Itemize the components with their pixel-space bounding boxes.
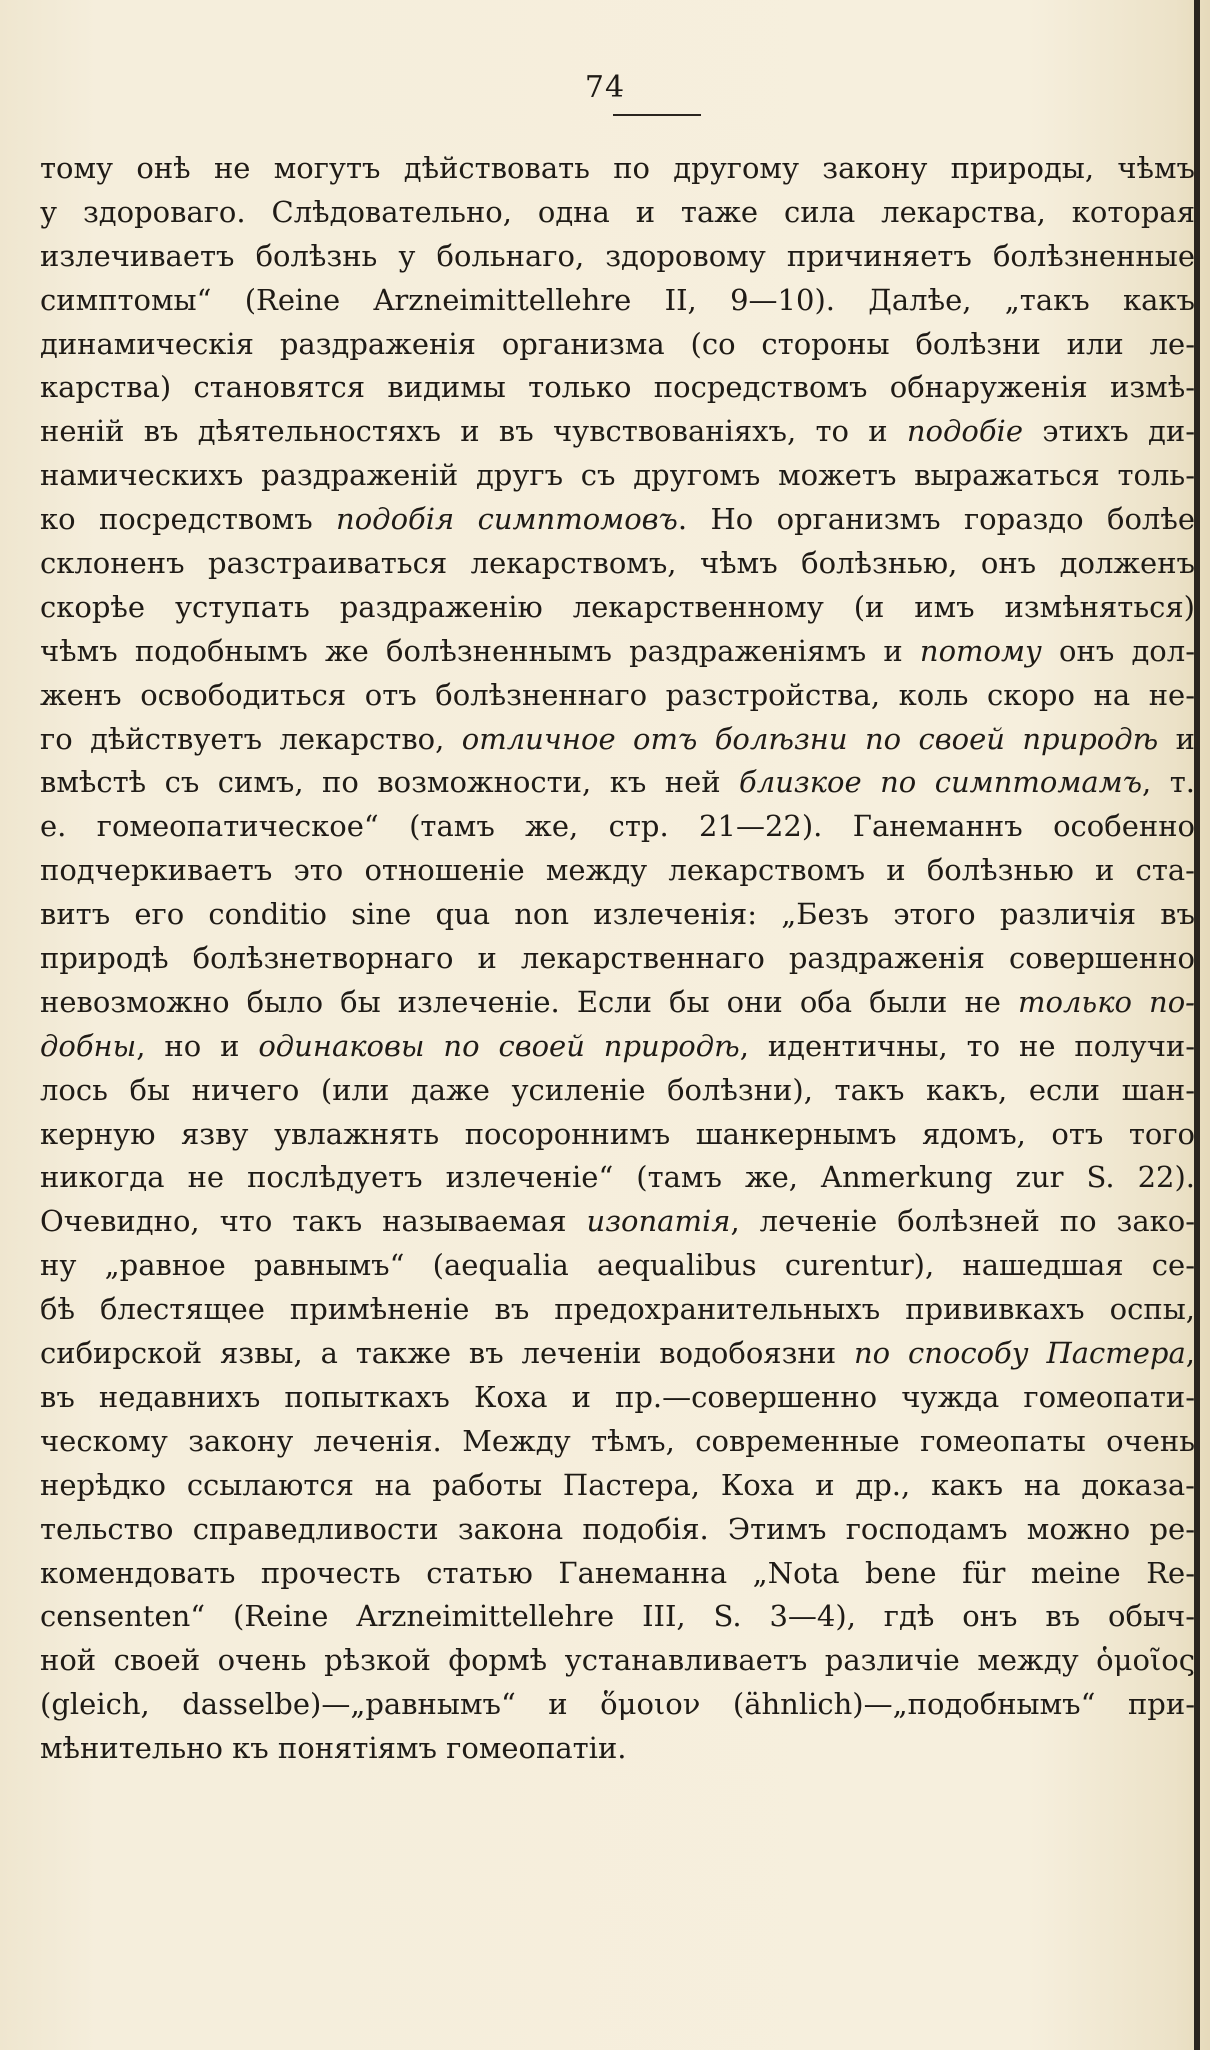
- text-segment: излечиваетъ болѣзнь у больнаго, здоровому причиняетъ болѣзненные: [40, 238, 1195, 273]
- italic-phrase: потому: [919, 633, 1042, 668]
- italic-phrase: отличное отъ болѣзни по своей природѣ: [461, 721, 1159, 756]
- page-number: 74: [584, 70, 626, 105]
- text-segment: . Но организмъ гораздо болѣе: [677, 502, 1195, 537]
- page-number-underline: [613, 114, 701, 116]
- text-segment: у здороваго. Слѣдовательно, одна и таже сила лекарства, которая: [40, 194, 1195, 229]
- text-segment: карства) становятся видимы только посредствомъ обнаруженія измѣ-: [40, 370, 1195, 405]
- italic-phrase: подобія симптомовъ: [336, 502, 678, 537]
- text-segment: ну „равное равнымъ“ (aequalia aequalibus curentur), нашедшая се-: [40, 1248, 1195, 1283]
- text-segment: вмѣстѣ съ симъ, по возможности, къ ней: [40, 765, 740, 800]
- text-line: [40, 279, 1195, 323]
- text-segment: тому онѣ не могутъ дѣйствовать по другому закону природы, чѣмъ: [40, 151, 1195, 185]
- text-line: [40, 542, 1195, 586]
- text-line: [40, 1595, 1195, 1639]
- text-line: [40, 981, 1195, 1025]
- text-segment: ко посредствомъ: [40, 502, 337, 537]
- text-line: [40, 191, 1195, 235]
- text-segment: е. гомеопатическое“ (тамъ же, стр. 21—22). Ганеманнъ особенно: [40, 809, 1195, 844]
- text-segment: Очевидно, что такъ называемая: [40, 1204, 587, 1239]
- text-line: [40, 1639, 1195, 1683]
- text-segment: ной своей очень рѣзкой формѣ устанавливаетъ различіе между ὁμοῖος: [40, 1643, 1195, 1678]
- text-line: [40, 1113, 1195, 1157]
- text-segment: тельство справедливости закона подобія. Этимъ господамъ можно ре-: [40, 1511, 1195, 1546]
- text-segment: динамическія раздраженія организма (со стороны болѣзни или ле-: [40, 326, 1195, 361]
- italic-phrase: близкое по симптомамъ: [739, 765, 1143, 800]
- text-segment: , леченіе болѣзней по зако-: [730, 1204, 1195, 1239]
- text-line: [40, 410, 1195, 454]
- text-segment: этихъ ди-: [1023, 414, 1195, 449]
- text-segment: симптомы“ (Reine Arzneimittellehre II, 9—10). Далѣе, „такъ какъ: [40, 282, 1195, 317]
- text-line: [40, 1025, 1195, 1069]
- text-segment: , но и: [136, 1028, 259, 1063]
- italic-phrase: добны: [40, 1028, 137, 1063]
- text-line: [40, 498, 1195, 542]
- text-segment: въ недавнихъ попыткахъ Коха и пр.—совершенно чужда гомеопати-: [40, 1379, 1195, 1414]
- text-segment: censenten“ (Reine Arzneimittellehre III, S. 3—4), гдѣ онъ въ обыч-: [40, 1599, 1195, 1634]
- italic-phrase: по способу Пастера: [853, 1336, 1186, 1371]
- text-line: [40, 586, 1195, 630]
- text-segment: скорѣе уступать раздраженію лекарственному (и имъ измѣняться): [40, 589, 1195, 624]
- text-line: [40, 1727, 1195, 1771]
- text-segment: сибирской язвы, а также въ леченіи водобоязни: [40, 1336, 854, 1371]
- text-line: [40, 761, 1195, 805]
- text-segment: ческому закону леченія. Между тѣмъ, современные гомеопаты очень: [40, 1423, 1195, 1458]
- text-line: [40, 805, 1195, 849]
- text-segment: комендовать прочесть статью Ганеманна „Nota bene für meine Re-: [40, 1555, 1195, 1590]
- text-line: [40, 1069, 1195, 1113]
- italic-phrase: только по-: [1018, 984, 1195, 1019]
- text-line: [40, 1332, 1195, 1376]
- text-segment: витъ его conditio sine qua non излеченія: „Безъ этого различія въ: [40, 897, 1195, 932]
- text-line: [40, 1244, 1195, 1288]
- italic-phrase: изопатія: [586, 1204, 731, 1239]
- italic-phrase: одинаковы по своей природѣ: [258, 1028, 740, 1063]
- text-line: [40, 1552, 1195, 1596]
- text-segment: нерѣдко ссылаются на работы Пастера, Коха и др., какъ на доказа-: [40, 1467, 1195, 1502]
- text-segment: ,: [1185, 1336, 1195, 1371]
- text-line: [40, 366, 1195, 410]
- text-segment: мѣнительно къ понятіямъ гомеопатіи.: [40, 1731, 627, 1766]
- text-line: [40, 1683, 1195, 1727]
- text-segment: керную язву увлажнять посороннимъ шанкернымъ ядомъ, отъ того: [40, 1116, 1195, 1151]
- text-segment: подчеркиваетъ это отношеніе между лекарствомъ и болѣзнью и ста-: [40, 853, 1195, 888]
- text-segment: и: [1158, 721, 1195, 756]
- text-segment: , т.: [1142, 765, 1195, 800]
- text-line: [40, 1508, 1195, 1552]
- text-segment: никогда не послѣдуетъ излеченіе“ (тамъ же, Anmerkung zur S. 22).: [40, 1160, 1195, 1195]
- text-line: [40, 849, 1195, 893]
- text-segment: неній въ дѣятельностяхъ и въ чувствованіяхъ, то и: [40, 414, 907, 449]
- text-segment: женъ освободиться отъ болѣзненнаго разстройства, коль скоро на не-: [40, 677, 1195, 712]
- text-line: [40, 1200, 1195, 1244]
- text-line: [40, 937, 1195, 981]
- italic-phrase: подобіе: [906, 414, 1023, 449]
- text-line: [40, 718, 1195, 762]
- text-line: [40, 893, 1195, 937]
- text-segment: чѣмъ подобнымъ же болѣзненнымъ раздраженіямъ и: [40, 633, 920, 668]
- text-line: [40, 630, 1195, 674]
- text-line: [40, 454, 1195, 498]
- text-segment: бѣ блестящее примѣненіе въ предохранительныхъ прививкахъ оспы,: [40, 1292, 1195, 1327]
- text-segment: , идентичны, то не получи-: [739, 1028, 1195, 1063]
- text-segment: невозможно было бы излеченіе. Если бы они оба были не: [40, 984, 1018, 1019]
- text-line: [40, 674, 1195, 718]
- text-line: [40, 147, 1195, 191]
- text-line: [40, 1376, 1195, 1420]
- body-text: [40, 147, 1195, 1771]
- text-segment: склоненъ разстраиваться лекарствомъ, чѣмъ болѣзнью, онъ долженъ: [40, 546, 1195, 581]
- text-segment: го дѣйствуетъ лекарство,: [40, 721, 462, 756]
- text-segment: лось бы ничего (или даже усиленіе болѣзни), такъ какъ, если шан-: [40, 1072, 1195, 1107]
- text-segment: (gleich, dasselbe)—„равнымъ“ и ὅμοιον (ähnlich)—„подобнымъ“ при-: [40, 1687, 1195, 1722]
- text-line: [40, 323, 1195, 367]
- text-line: [40, 235, 1195, 279]
- text-line: [40, 1420, 1195, 1464]
- text-segment: онъ дол-: [1041, 633, 1195, 668]
- text-segment: намическихъ раздраженій другъ съ другомъ можетъ выражаться толь-: [40, 458, 1195, 493]
- text-segment: природѣ болѣзнетворнаго и лекарственнаго раздраженія совершенно: [40, 941, 1195, 976]
- text-line: [40, 1288, 1195, 1332]
- text-line: [40, 1156, 1195, 1200]
- text-line: [40, 1464, 1195, 1508]
